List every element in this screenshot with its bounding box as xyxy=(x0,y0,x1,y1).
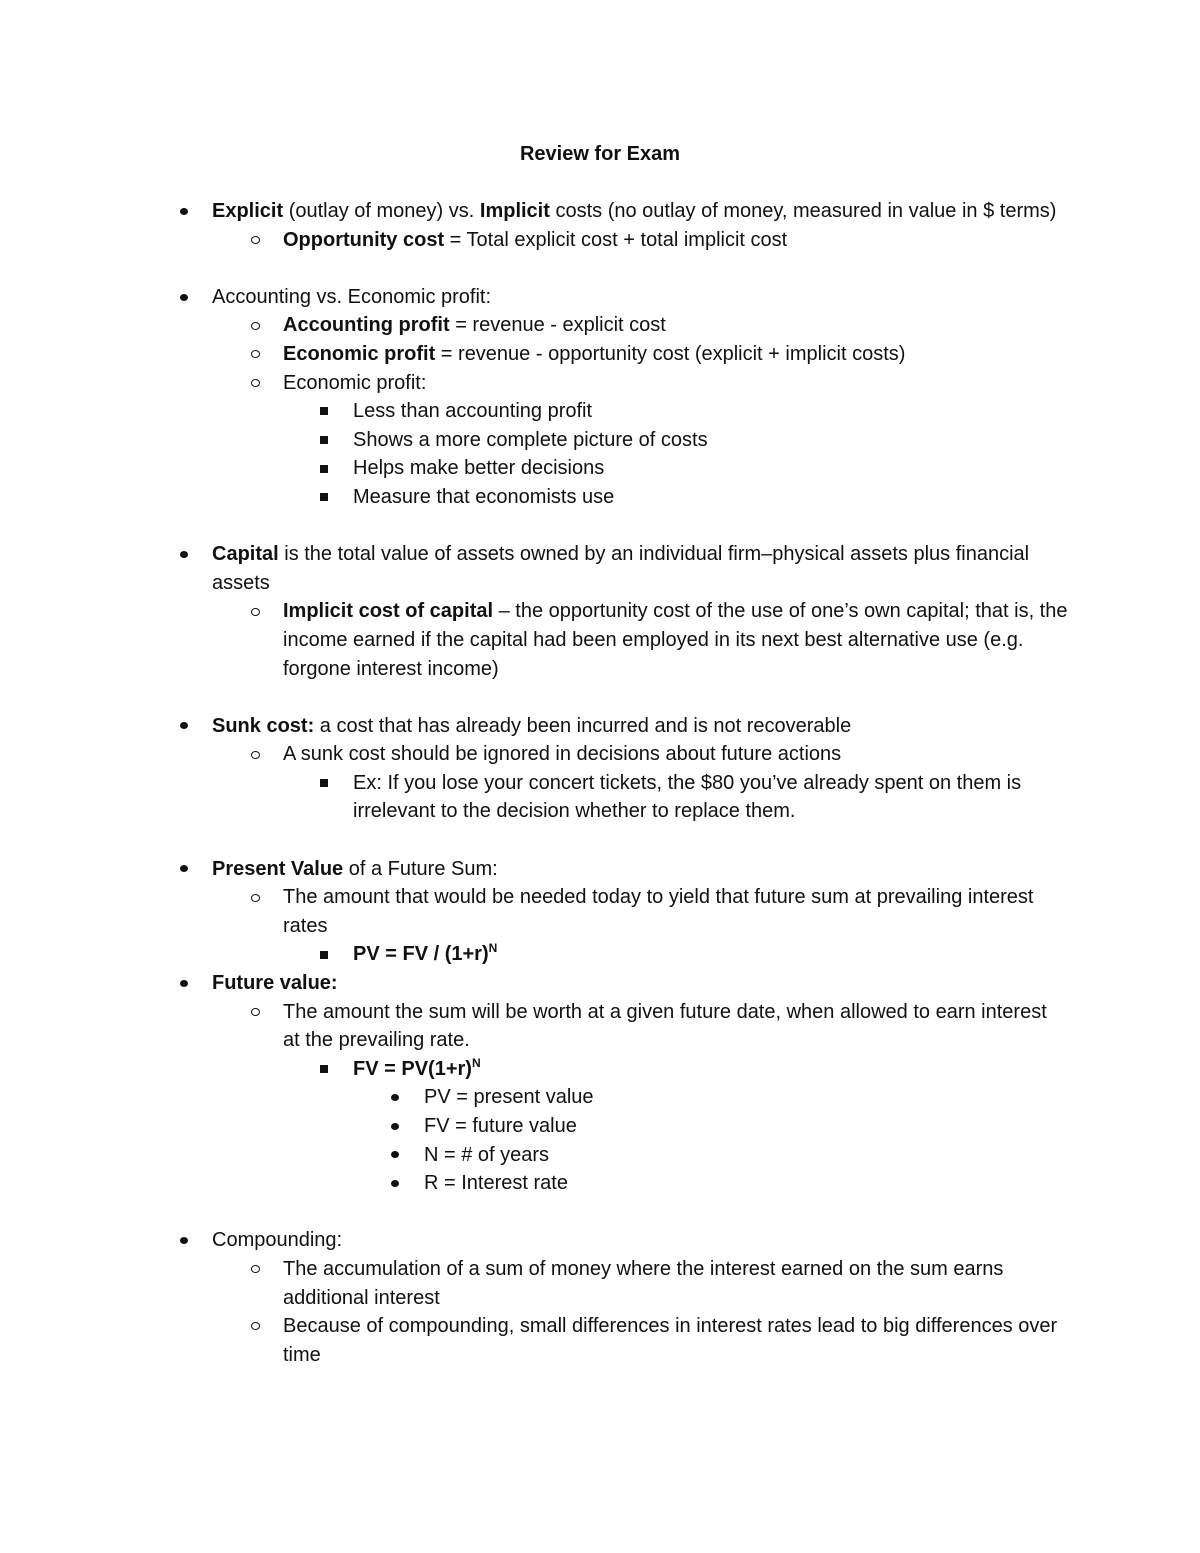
term-sunk-cost: Sunk cost: xyxy=(212,714,315,737)
circle-bullet-icon xyxy=(245,1255,265,1284)
formula-legend-text: FV = future value xyxy=(424,1115,577,1137)
economic-point-text: Measure that economists use xyxy=(353,485,615,508)
fv-formula-text: FV = PV(1+r) xyxy=(353,1057,472,1080)
disc-bullet-icon xyxy=(174,855,194,884)
list-item-sunk-cost-point xyxy=(0,740,1068,769)
list-item-compounding xyxy=(0,1226,1068,1255)
list-item-future-value xyxy=(0,969,1068,998)
explicit-description: (outlay of money) vs. xyxy=(283,200,480,222)
list-item-economic-point xyxy=(0,426,1068,455)
list-item-implicit-cost-capital xyxy=(0,597,1068,683)
economic-point-text: Helps make better decisions xyxy=(353,457,605,480)
list-item-compounding-point xyxy=(0,1312,1068,1369)
square-bullet-icon xyxy=(314,454,334,483)
list-item-sunk-cost xyxy=(0,712,1068,741)
square-bullet-icon xyxy=(314,397,334,426)
list-item-sunk-cost-example xyxy=(0,769,1068,826)
square-bullet-icon xyxy=(314,426,334,455)
sunk-cost-point: A sunk cost should be ignored in decisions about future actions xyxy=(283,743,842,766)
profit-heading: Accounting vs. Economic profit: xyxy=(212,285,492,308)
formula-legend-text: R = Interest rate xyxy=(424,1172,568,1195)
present-value-description: of a Future Sum: xyxy=(343,857,498,880)
compounding-point: Because of compounding, small differences in interest rates lead to big differences over time xyxy=(283,1315,1058,1366)
present-value-formula xyxy=(353,943,497,965)
disc-bullet-icon xyxy=(174,1226,194,1255)
sunk-cost-example: Ex: If you lose your concert tickets, the $80 you’ve already spent on them is irrelevant to the decision whether to replace them. xyxy=(353,771,1022,823)
list-item-economic-point xyxy=(0,483,1068,512)
list-item-formula-legend xyxy=(0,1169,1068,1198)
disc-bullet-icon xyxy=(174,712,194,741)
implicit-cost-capital-description: – the opportunity cost of the use of one’s own capital; that is, the income earned if the capital had been employed in its next best alternative use (e.g. forgone interest income) xyxy=(283,600,1068,680)
circle-bullet-icon xyxy=(245,597,265,626)
pv-formula-exponent: N xyxy=(488,941,498,956)
document-body xyxy=(0,197,1200,1369)
present-value-definition: The amount that would be needed today to yield that future sum at prevailing interest rates xyxy=(283,886,1034,937)
list-item-capital xyxy=(0,540,1068,597)
term-implicit: Implicit xyxy=(479,200,550,222)
list-item-present-value xyxy=(0,855,1068,884)
term-present-value: Present Value xyxy=(212,857,344,880)
list-item-formula-legend xyxy=(0,1141,1068,1170)
circle-bullet-icon xyxy=(245,740,265,769)
term-implicit-cost-capital: Implicit cost of capital xyxy=(283,600,494,623)
circle-bullet-icon xyxy=(245,311,265,340)
formula-legend-text: N = # of years xyxy=(424,1143,550,1166)
circle-bullet-icon xyxy=(245,226,265,255)
economic-profit-description: = revenue - opportunity cost (explicit + implicit costs) xyxy=(435,342,906,365)
term-capital: Capital xyxy=(212,543,279,566)
formula-legend-text: PV = present value xyxy=(424,1086,594,1109)
term-opportunity-cost: Opportunity cost xyxy=(283,228,445,251)
term-future-value: Future value: xyxy=(212,972,338,995)
term-accounting-profit: Accounting profit xyxy=(283,314,450,337)
opportunity-cost-description: = Total explicit cost + total implicit cost xyxy=(444,228,788,251)
disc-bullet-icon xyxy=(385,1112,405,1141)
square-bullet-icon xyxy=(314,769,334,798)
capital-description: is the total value of assets owned by an individual firm–physical assets plus financial assets xyxy=(212,543,1030,594)
list-item-formula-legend xyxy=(0,1112,1068,1141)
disc-bullet-icon xyxy=(385,1083,405,1112)
page-title: Review for Exam xyxy=(519,143,681,165)
economic-point-text: Shows a more complete picture of costs xyxy=(353,428,708,451)
accounting-profit-description: = revenue - explicit cost xyxy=(449,314,666,337)
compounding-point: The accumulation of a sum of money where the interest earned on the sum earns additional interest xyxy=(283,1257,1004,1309)
square-bullet-icon xyxy=(314,1055,334,1084)
pv-formula-text: PV = FV / (1+r) xyxy=(353,943,489,966)
sunk-cost-description: a cost that has already been incurred and is not recoverable xyxy=(314,714,852,737)
list-item-present-value-formula xyxy=(0,940,1068,969)
list-item-accounting-profit xyxy=(0,311,1068,340)
square-bullet-icon xyxy=(314,940,334,969)
term-economic-profit: Economic profit xyxy=(283,342,436,365)
list-item-future-value-definition xyxy=(0,998,1068,1055)
circle-bullet-icon xyxy=(245,340,265,369)
list-item-present-value-definition xyxy=(0,883,1068,940)
disc-bullet-icon xyxy=(174,969,194,998)
list-item-profit-heading xyxy=(0,283,1068,312)
list-item-economic-profit-sub xyxy=(0,369,1068,398)
circle-bullet-icon xyxy=(245,369,265,398)
disc-bullet-icon xyxy=(385,1169,405,1198)
disc-bullet-icon xyxy=(174,540,194,569)
list-item-opportunity-cost xyxy=(0,226,1068,255)
list-item-economic-profit xyxy=(0,340,1068,369)
list-item-economic-point xyxy=(0,397,1068,426)
fv-formula-exponent: N xyxy=(471,1055,481,1070)
circle-bullet-icon xyxy=(245,998,265,1027)
disc-bullet-icon xyxy=(174,197,194,226)
list-item-compounding-point xyxy=(0,1255,1068,1312)
implicit-description: costs (no outlay of money, measured in value in $ terms) xyxy=(549,200,1057,222)
future-value-definition: The amount the sum will be worth at a given future date, when allowed to earn interest at the prevailing rate. xyxy=(283,1000,1047,1052)
circle-bullet-icon xyxy=(245,883,265,912)
economic-point-text: Less than accounting profit xyxy=(353,400,593,423)
compounding-heading: Compounding: xyxy=(212,1229,343,1252)
list-item-economic-point xyxy=(0,454,1068,483)
list-item-formula-legend xyxy=(0,1083,1068,1112)
list-item-future-value-formula xyxy=(0,1055,1068,1084)
economic-profit-sub-heading: Economic profit: xyxy=(283,371,427,394)
list-item-explicit-implicit xyxy=(0,197,1068,226)
term-explicit: Explicit xyxy=(212,200,284,222)
future-value-formula xyxy=(353,1055,481,1080)
circle-bullet-icon xyxy=(245,1312,265,1341)
square-bullet-icon xyxy=(314,483,334,512)
disc-bullet-icon xyxy=(174,283,194,312)
disc-bullet-icon xyxy=(385,1141,405,1170)
